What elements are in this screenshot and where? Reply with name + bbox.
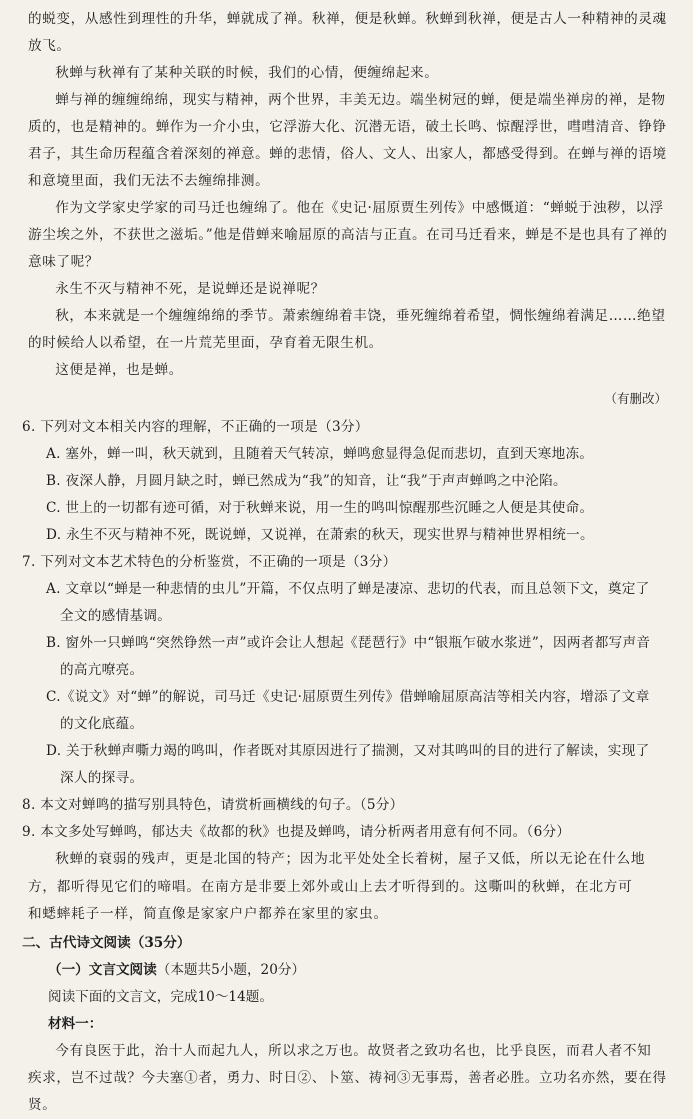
classical-text-line: 今有良医于此，治十人而起九人，所以求之万也。故贤者之致功名也，比乎良医，而君人者不知 [55, 1042, 652, 1059]
passage-paragraph: 的蜕变，从感性到理性的升华，蝉就成了禅。秋禅，便是秋蝉。秋蝉到秋禅，便是古人一种精神的灵魂放飞。 [28, 11, 667, 54]
subsection-note: （本题共5小题，20分） [156, 961, 306, 978]
option-d: D. 关于秋蝉声嘶力竭的鸣叫，作者既对其原因进行了揣测，又对其鸣叫的目的进行了解读，实现了 [46, 743, 650, 759]
passage-paragraph: 蝉与禅的缠缠绵绵，现实与精神，两个世界，丰美无边。端坐树冠的蝉，便是端坐禅房的禅，是物质的，也是精神的。蝉作为一介小虫，它浮游大化、沉潜无语，破土长鸣、惊醒浮世，嘒嘒清音、铮铮君子，其生命历程蕴含着深刻的禅意。蝉的悲情，俗人、文人、出家人，都感受得到。在蝉与禅的语境和意境里面，我们无法不去缠绵排测。 [28, 92, 667, 189]
option-b-cont: 的高亢嘹亮。 [60, 662, 144, 678]
option-a: A. 塞外，蝉一叫，秋天就到，且随着天气转凉，蝉鸣愈显得急促而悲切，直到天寒地冻。 [46, 446, 594, 462]
option-b: B. 夜深人静，月圆月缺之时，蝉已然成为“我”的知音，让“我”于声声蝉鸣之中沦陷。 [46, 473, 567, 489]
subsection-title [28, 957, 671, 984]
subsection-label: （一）文言文阅读 [48, 961, 157, 978]
quote-line: 和蟋蟀耗子一样，简直像是家家户户都养在家里的家虫。 [28, 906, 388, 922]
passage-paragraph: 作为文学家史学家的司马迁也缠绵了。他在《史记·屈原贾生列传》中感慨道：“蝉蜕于浊秽，以浮游尘埃之外，不获世之滋垢。”他是借蝉来喻屈原的高洁与正直。在司马迁看来，蝉是不是也具有了禅的意味了呢？ [28, 200, 668, 270]
passage [28, 6, 671, 414]
source-note: （有删改） [604, 391, 667, 406]
option-d: D. 永生不灭与精神不死，既说蝉，又说禅，在萧索的秋天，现实世界与精神世界相统一。 [46, 527, 594, 543]
option-a-cont: 全文的感情基调。 [60, 608, 172, 624]
question-7 [22, 549, 671, 792]
option-b: B. 窗外一只蝉鸣“突然铮然一声”或许会让人想起《琵琶行》中“银瓶乍破水浆迸”，因两者都写声音 [46, 635, 651, 651]
passage-paragraph: 秋，本来就是一个缠缠绵绵的季节。萧索缠绵着丰饶，垂死缠绵着希望，惆怅缠绵着满足……绝望的时候给人以希望，在一片荒芜里面，孕育着无限生机。 [28, 308, 666, 351]
question-8: 8. 本文对蝉鸣的描写别具特色，请赏析画横线的句子。（5分） [22, 797, 404, 813]
option-c-cont: 的文化底蕴。 [60, 716, 144, 732]
question-9: 9. 本文多处写蝉鸣，郁达夫《故都的秋》也提及蝉鸣，请分析两者用意有何不同。（6分） [22, 824, 571, 840]
instruction: 阅读下面的文言文，完成10～14题。 [48, 988, 273, 1005]
quote-line: 秋蝉的衰弱的残声，更是北国的特产；因为北平处处全长着树，屋子又低，所以无论在什么地 [55, 851, 646, 867]
passage-paragraph: 秋蝉与秋禅有了某种关联的时候，我们的心情，便缠绵起来。 [55, 65, 439, 81]
quote-line: 方，都听得见它们的啼唱。在南方是非要上郊外或山上去才听得到的。这嘶叫的秋蝉，在北方可 [28, 878, 633, 895]
option-c: C. 世上的一切都有迹可循，对于秋蝉来说，用一生的鸣叫惊醒那些沉睡之人便是其使命。 [46, 500, 594, 516]
material-label: 材料一： [48, 1015, 103, 1032]
option-c: C.《说文》对“蝉”的解说，司马迁《史记·屈原贾生列传》借蝉喻屈原高洁等相关内容，增添了文章 [46, 689, 650, 705]
question-stem: 7. 下列对文本艺术特色的分析鉴赏，不正确的一项是（3分） [22, 554, 397, 570]
section-title: 二、古代诗文阅读（35分） [22, 934, 191, 951]
quote-block [28, 846, 671, 929]
question-stem: 6. 下列对文本相关内容的理解，不正确的一项是（3分） [22, 419, 369, 435]
classical-text-line: 疾求，岂不过哉？今夫塞①者，勇力、时日②、卜筮、祷祠③无事焉，善者必胜。立功名亦然，要在得贤。 [28, 1069, 667, 1113]
question-6 [22, 414, 671, 549]
passage-paragraph: 永生不灭与精神不死，是说蝉还是说禅呢？ [55, 281, 325, 297]
option-a: A. 文章以“蝉是一种悲情的虫儿”开篇，不仅点明了蝉是凄凉、悲切的代表，而且总领下文，奠定了 [46, 581, 650, 597]
option-d-cont: 深人的探寻。 [60, 770, 144, 786]
passage-paragraph: 这便是禅，也是蝉。 [55, 362, 183, 378]
